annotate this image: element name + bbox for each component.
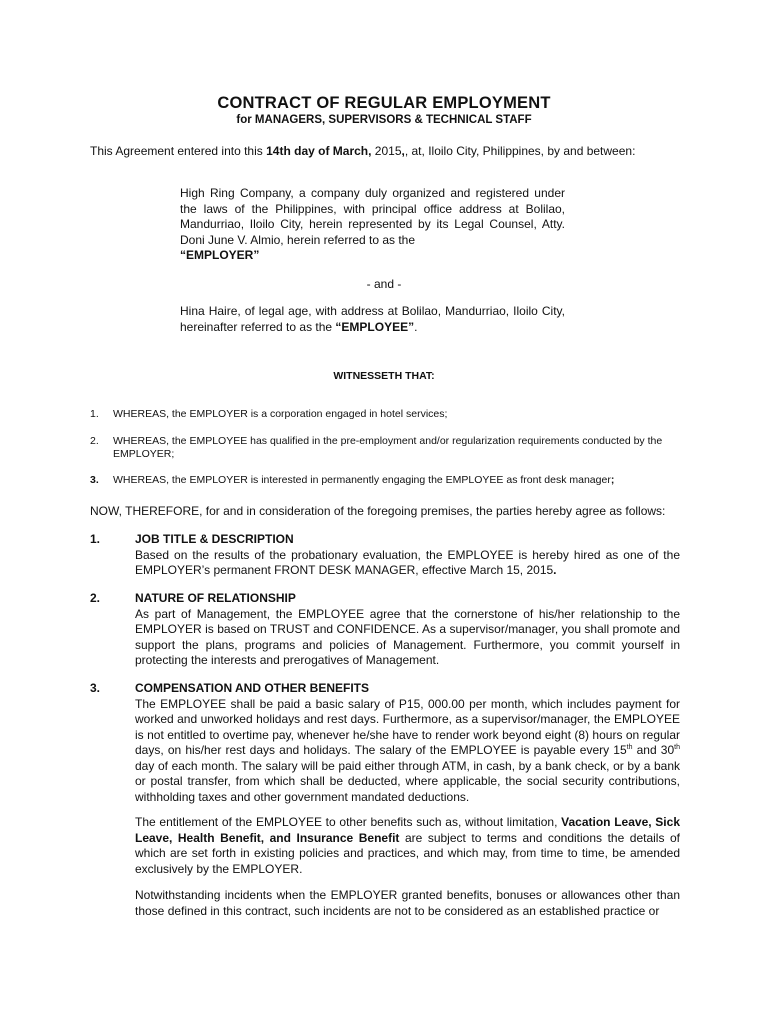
employer-text-2: , Atty. Doni June V. Almio, herein referred to as the — [180, 217, 565, 247]
intro-date: 14th day of March, — [266, 144, 372, 158]
benefits-list: Vacation Leave, Sick Leave, Health Benefit, and Insurance Benefit — [135, 815, 680, 845]
section-nature-of-relationship — [90, 591, 680, 669]
section-body — [135, 697, 680, 806]
notwithstanding-paragraph: Notwithstanding incidents when the EMPLOYER granted benefits, bonuses or allowances other than those defined in this contract, such incidents are not to be considered as an established practice or — [135, 888, 680, 918]
now-therefore-paragraph: NOW, THEREFORE, for and in consideration of the foregoing premises, the parties hereby agree as follows: — [90, 504, 666, 518]
document-subtitle: for MANAGERS, SUPERVISORS & TECHNICAL STAFF — [236, 114, 532, 126]
section-heading: JOB TITLE & DESCRIPTION — [135, 532, 294, 546]
whereas-number: 3. — [90, 474, 99, 486]
document-title: CONTRACT OF REGULAR EMPLOYMENT — [217, 94, 551, 112]
section-heading: NATURE OF RELATIONSHIP — [135, 591, 296, 605]
whereas-text-end: ; — [610, 474, 615, 486]
benefits-paragraph — [135, 815, 680, 877]
whereas-item — [90, 474, 685, 487]
section-body — [135, 548, 680, 579]
employee-label: “EMPLOYEE” — [335, 319, 415, 334]
whereas-number: 1. — [90, 408, 99, 420]
section-number: 1. — [90, 532, 101, 546]
employee-name: Hina Haire — [180, 304, 238, 318]
whereas-text: WHEREAS, the EMPLOYEE has qualified in the pre-employment and/or regularization requirements conducted by the EMPLOYER; — [113, 435, 663, 460]
and-separator: - and - — [366, 277, 402, 291]
benefits-text-a: The entitlement of the EMPLOYEE to other benefits such as, without limitation, — [135, 815, 562, 829]
section-heading: COMPENSATION AND OTHER BENEFITS — [135, 681, 370, 695]
intro-comma: , — [401, 144, 405, 158]
whereas-text — [113, 474, 685, 487]
section-compensation — [90, 681, 680, 805]
employer-party-paragraph — [180, 186, 565, 264]
whereas-item — [90, 408, 685, 421]
benefits-text-c: are subject to terms and conditions the details of which are set forth in existing policies and practices, and which may, from time to time, be amended exclusively by the EMPLOYER. — [135, 830, 681, 876]
employee-text-1: , of legal age, with address at Bolilao, Mandurriao, Iloilo City, hereinafter referred to as the — [180, 304, 565, 334]
whereas-item — [90, 435, 685, 461]
intro-paragraph — [90, 144, 690, 158]
whereas-text: WHEREAS, the EMPLOYER is a corporation engaged in hotel services; — [113, 408, 448, 420]
whereas-number: 2. — [90, 435, 99, 447]
employee-party-paragraph — [180, 304, 565, 335]
intro-text-a: This Agreement entered into this — [90, 144, 267, 158]
section-body-end: . — [553, 563, 557, 577]
section-body-b: and 30 — [632, 743, 675, 757]
section-body-text: Based on the results of the probationary evaluation, the EMPLOYEE is hereby hired as one of the EMPLOYER’s permanent FRONT DESK MANAGER, effective March 15, 2015 — [135, 547, 680, 577]
section-number: 2. — [90, 591, 101, 605]
intro-year: 2015 — [371, 144, 402, 158]
ordinal-suffix: th — [674, 744, 680, 751]
section-body-a: The EMPLOYEE shall be paid a basic salary of P15, 000.00 per month, which includes payment for worked and unworked holidays and rest days. Furthermore, as a supervisor/manager, the EMPLOYEE is not entitled to overtime pay, whenever he/she have to render work beyond eight (8) hours on regular days, on his/her rest days and holidays. The salary of the EMPLOYEE is payable every 15 — [135, 696, 680, 757]
section-number: 3. — [90, 681, 101, 695]
ordinal-suffix: th — [626, 744, 633, 751]
whereas-text-body: WHEREAS, the EMPLOYER is interested in permanently engaging the EMPLOYEE as front desk manager — [113, 474, 611, 486]
employer-label: “EMPLOYER” — [180, 248, 260, 262]
employee-end: . — [414, 319, 418, 334]
employer-text-1: , a company duly organized and registered under the laws of the Philippines, with principal office address at Bolilao, Mandurriao, Iloilo City, herein represented by its Legal Counsel — [180, 186, 565, 231]
witnesseth-heading: WITNESSETH THAT: — [333, 370, 435, 382]
section-body: As part of Management, the EMPLOYEE agree that the cornerstone of his/her relationship to the EMPLOYER is based on TRUST and CONFIDENCE. As a supervisor/manager, you shall promote and support the plans, programs and policies of Management. Furthermore, you commit yourself in protecting the interests and prerogatives of Management. — [135, 606, 680, 667]
intro-text-d: , at, Iloilo City, Philippines, by and between: — [404, 144, 636, 158]
section-body-c: day of each month. The salary will be paid either through ATM, in cash, by a bank check, or by a bank or postal transfer, from which shall be deducted, where applicable, the social security contributions, withholding taxes and other government mandated deductions. — [135, 758, 680, 804]
employer-name: High Ring Company — [180, 186, 291, 200]
section-job-title — [90, 532, 680, 579]
